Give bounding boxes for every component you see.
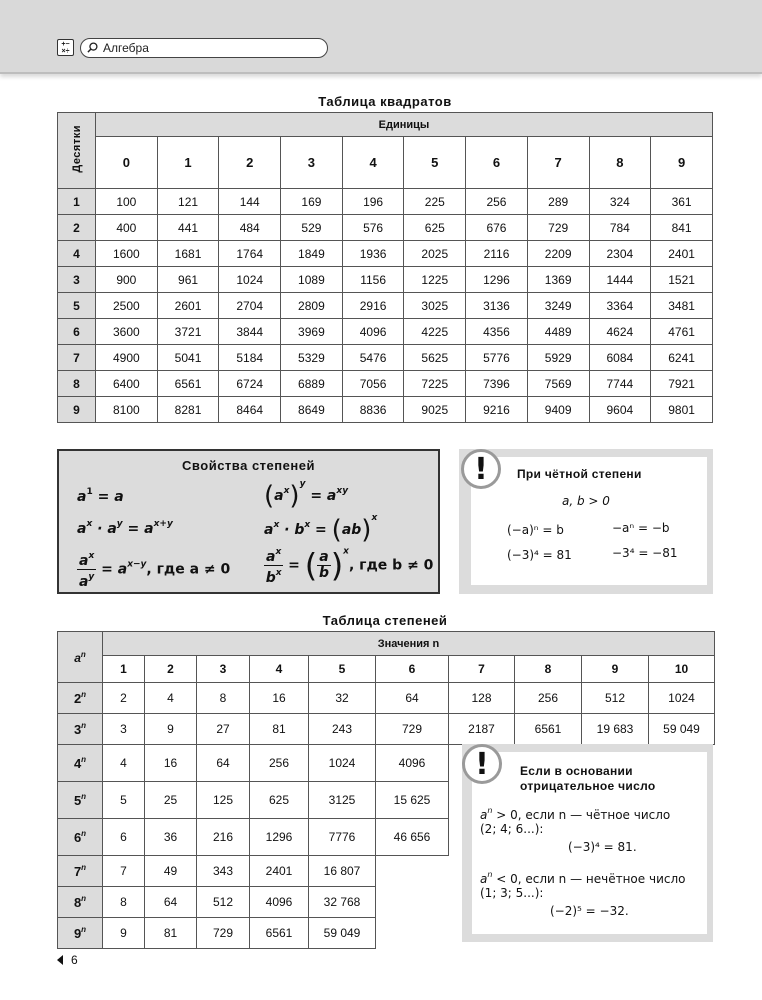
square-value: 3969 <box>281 319 343 345</box>
square-value: 841 <box>651 215 713 241</box>
power-value: 1024 <box>649 683 715 714</box>
squares-table <box>57 112 713 423</box>
square-value: 2500 <box>96 293 158 319</box>
exponent-header: 2 <box>145 656 197 683</box>
power-value: 9 <box>103 918 145 949</box>
power-base: 4$^n$ <box>58 745 103 782</box>
table-row <box>58 683 715 714</box>
square-value: 289 <box>527 189 589 215</box>
power-value: 16 <box>250 683 309 714</box>
power-base: 2$^n$ <box>58 683 103 714</box>
square-value: 729 <box>527 215 589 241</box>
square-value: 3364 <box>589 293 651 319</box>
square-value: 2401 <box>651 241 713 267</box>
square-value: 8464 <box>219 397 281 423</box>
power-value: 512 <box>197 887 250 918</box>
even-power-f4: −3⁴ = −81 <box>612 546 678 560</box>
square-value: 6400 <box>96 371 158 397</box>
power-base: 6$^n$ <box>58 819 103 856</box>
square-value: 3249 <box>527 293 589 319</box>
exponent-header: 10 <box>649 656 715 683</box>
square-value: 5929 <box>527 345 589 371</box>
table-row <box>58 397 713 423</box>
search-box[interactable] <box>80 38 328 58</box>
tens-digit: 5 <box>58 293 96 319</box>
square-value: 9801 <box>651 397 713 423</box>
square-value: 2304 <box>589 241 651 267</box>
even-power-box <box>459 449 713 594</box>
exponent-header: 1 <box>103 656 145 683</box>
power-value: 4096 <box>250 887 309 918</box>
square-value: 484 <box>219 215 281 241</box>
negative-base-ex2: (−2)⁵ = −32. <box>550 904 629 918</box>
power-value: 128 <box>449 683 515 714</box>
square-value: 6241 <box>651 345 713 371</box>
square-value: 144 <box>219 189 281 215</box>
power-value: 64 <box>197 745 250 782</box>
tens-digit: 4 <box>58 241 96 267</box>
even-power-title: При чётной степени <box>517 467 642 481</box>
square-value: 6561 <box>157 371 219 397</box>
power-value: 729 <box>197 918 250 949</box>
row-header-cell <box>58 113 96 189</box>
power-value: 2401 <box>250 856 309 887</box>
power-value: 19 683 <box>582 714 649 745</box>
negative-base-p2: $a^n < 0$, если n — нечётное число <box>480 870 686 886</box>
prev-page-icon[interactable] <box>57 955 63 965</box>
table-row <box>58 215 713 241</box>
square-value: 1444 <box>589 267 651 293</box>
negative-base-title-1: Если в основании <box>520 764 633 778</box>
power-value: 59 049 <box>309 918 376 949</box>
square-value: 1936 <box>342 241 404 267</box>
search-text: Алгебра <box>103 41 149 55</box>
power-value: 6561 <box>250 918 309 949</box>
negative-base-p1-l2: (2; 4; 6...): <box>480 822 544 836</box>
tens-digit: 2 <box>58 215 96 241</box>
square-value: 4096 <box>342 319 404 345</box>
table-row <box>58 267 713 293</box>
power-value: 1024 <box>309 745 376 782</box>
square-value: 4624 <box>589 319 651 345</box>
power-value: 32 768 <box>309 887 376 918</box>
square-value: 576 <box>342 215 404 241</box>
power-value: 343 <box>197 856 250 887</box>
power-value: 32 <box>309 683 376 714</box>
square-value: 7225 <box>404 371 466 397</box>
power-value: 81 <box>145 918 197 949</box>
power-value: 81 <box>250 714 309 745</box>
square-value: 1296 <box>466 267 528 293</box>
square-value: 3136 <box>466 293 528 319</box>
square-value: 8281 <box>157 397 219 423</box>
square-value: 7056 <box>342 371 404 397</box>
formula-quotient-same-base: $\frac{a^x}{a^y}$ = $a^{x-y}$, где a ≠ 0 <box>78 551 231 590</box>
power-value: 6 <box>103 819 145 856</box>
table-row <box>58 345 713 371</box>
power-base: 7$^n$ <box>58 856 103 887</box>
empty-cell <box>376 887 449 918</box>
units-digit: 2 <box>219 137 281 189</box>
square-value: 5041 <box>157 345 219 371</box>
square-value: 7921 <box>651 371 713 397</box>
power-base: 5$^n$ <box>58 782 103 819</box>
power-value: 6561 <box>515 714 582 745</box>
power-value: 4 <box>145 683 197 714</box>
units-digit: 1 <box>157 137 219 189</box>
formula-a1: $a^1 = a$ <box>77 487 124 505</box>
even-power-f3: (−3)⁴ = 81 <box>507 548 572 562</box>
exponent-header: 5 <box>309 656 376 683</box>
units-header: Единицы <box>96 113 713 137</box>
square-value: 2601 <box>157 293 219 319</box>
units-digit: 8 <box>589 137 651 189</box>
square-value: 441 <box>157 215 219 241</box>
square-value: 4900 <box>96 345 158 371</box>
square-value: 5184 <box>219 345 281 371</box>
units-digit: 4 <box>342 137 404 189</box>
square-value: 3481 <box>651 293 713 319</box>
power-value: 16 <box>145 745 197 782</box>
square-value: 1681 <box>157 241 219 267</box>
even-power-f2: −aⁿ = −b <box>612 521 670 535</box>
square-value: 5329 <box>281 345 343 371</box>
exponent-header: 6 <box>376 656 449 683</box>
power-properties-box <box>57 449 440 594</box>
exponent-header: 9 <box>582 656 649 683</box>
square-value: 3721 <box>157 319 219 345</box>
tens-digit: 3 <box>58 267 96 293</box>
power-base: 9$^n$ <box>58 918 103 949</box>
units-digit: 6 <box>466 137 528 189</box>
power-value: 256 <box>250 745 309 782</box>
square-value: 7569 <box>527 371 589 397</box>
table-row <box>58 293 713 319</box>
power-value: 512 <box>582 683 649 714</box>
square-value: 1764 <box>219 241 281 267</box>
empty-cell <box>376 918 449 949</box>
tens-digit: 6 <box>58 319 96 345</box>
exclamation-icon: ! <box>462 744 502 784</box>
square-value: 3025 <box>404 293 466 319</box>
square-value: 1600 <box>96 241 158 267</box>
power-value: 243 <box>309 714 376 745</box>
power-value: 7776 <box>309 819 376 856</box>
square-value: 2116 <box>466 241 528 267</box>
power-value: 2187 <box>449 714 515 745</box>
power-base: 3$^n$ <box>58 714 103 745</box>
square-value: 121 <box>157 189 219 215</box>
square-value: 2916 <box>342 293 404 319</box>
squares-title: Таблица квадратов <box>318 94 452 109</box>
values-header: Значения n <box>103 632 715 656</box>
exponent-header: 4 <box>250 656 309 683</box>
formula-quotient-same-exp: $\frac{a^x}{b^x}$ = ( $\frac{a}{b}$ )$^x$, где b ≠ 0 <box>265 546 434 586</box>
units-digit: 9 <box>651 137 713 189</box>
power-base: 8$^n$ <box>58 887 103 918</box>
square-value: 225 <box>404 189 466 215</box>
power-value: 49 <box>145 856 197 887</box>
where-a-condition: , где a ≠ 0 <box>146 561 231 578</box>
even-power-condition: a, b > 0 <box>562 494 610 508</box>
powers-title: Таблица степеней <box>322 613 448 628</box>
table-row <box>58 319 713 345</box>
where-b-condition: , где b ≠ 0 <box>348 557 434 574</box>
even-power-f1: (−a)ⁿ = b <box>507 523 564 537</box>
search-icon <box>87 42 98 53</box>
square-value: 6084 <box>589 345 651 371</box>
power-value: 216 <box>197 819 250 856</box>
exponent-header: 8 <box>515 656 582 683</box>
power-value: 9 <box>145 714 197 745</box>
power-value: 15 625 <box>376 782 449 819</box>
square-value: 196 <box>342 189 404 215</box>
exponent-header: 3 <box>197 656 250 683</box>
units-digit: 0 <box>96 137 158 189</box>
square-value: 4356 <box>466 319 528 345</box>
square-value: 1369 <box>527 267 589 293</box>
square-value: 1521 <box>651 267 713 293</box>
power-value: 256 <box>515 683 582 714</box>
square-value: 5625 <box>404 345 466 371</box>
square-value: 8649 <box>281 397 343 423</box>
tens-digit: 8 <box>58 371 96 397</box>
table-row <box>58 371 713 397</box>
exponent-header: 7 <box>449 656 515 683</box>
square-value: 1156 <box>342 267 404 293</box>
square-value: 4761 <box>651 319 713 345</box>
square-value: 4489 <box>527 319 589 345</box>
power-value: 64 <box>145 887 197 918</box>
square-value: 8836 <box>342 397 404 423</box>
square-value: 2025 <box>404 241 466 267</box>
square-value: 1225 <box>404 267 466 293</box>
power-value: 3125 <box>309 782 376 819</box>
square-value: 400 <box>96 215 158 241</box>
square-value: 8100 <box>96 397 158 423</box>
square-value: 9409 <box>527 397 589 423</box>
square-value: 7744 <box>589 371 651 397</box>
negative-base-ex1: (−3)⁴ = 81. <box>568 840 637 854</box>
power-value: 8 <box>197 683 250 714</box>
square-value: 9604 <box>589 397 651 423</box>
calculator-icon[interactable]: +− ×÷ <box>57 39 74 56</box>
table-row <box>58 189 713 215</box>
square-value: 5476 <box>342 345 404 371</box>
empty-cell <box>376 856 449 887</box>
units-digit: 7 <box>527 137 589 189</box>
square-value: 784 <box>589 215 651 241</box>
corner-cell: $a^n$ <box>58 632 103 683</box>
formula-product-same-base: $a^x \cdot a^y = a^{x+y}$ <box>77 519 173 537</box>
square-value: 961 <box>157 267 219 293</box>
square-value: 1849 <box>281 241 343 267</box>
square-value: 900 <box>96 267 158 293</box>
power-value: 4096 <box>376 745 449 782</box>
power-value: 4 <box>103 745 145 782</box>
square-value: 1089 <box>281 267 343 293</box>
square-value: 625 <box>404 215 466 241</box>
square-value: 169 <box>281 189 343 215</box>
negative-base-box <box>462 744 713 942</box>
table-row <box>58 714 715 745</box>
table-row <box>58 241 713 267</box>
square-value: 9025 <box>404 397 466 423</box>
power-value: 59 049 <box>649 714 715 745</box>
square-value: 9216 <box>466 397 528 423</box>
square-value: 100 <box>96 189 158 215</box>
power-value: 46 656 <box>376 819 449 856</box>
power-value: 5 <box>103 782 145 819</box>
exclamation-icon: ! <box>461 449 501 489</box>
square-value: 529 <box>281 215 343 241</box>
square-value: 6889 <box>281 371 343 397</box>
tens-digit: 1 <box>58 189 96 215</box>
power-value: 64 <box>376 683 449 714</box>
formula-product-same-exp: $a^x \cdot b^x = (ab)^x$ <box>264 513 378 545</box>
tens-digit: 7 <box>58 345 96 371</box>
top-bar <box>0 0 762 74</box>
square-value: 6724 <box>219 371 281 397</box>
square-value: 3844 <box>219 319 281 345</box>
square-value: 2209 <box>527 241 589 267</box>
square-value: 7396 <box>466 371 528 397</box>
square-value: 1024 <box>219 267 281 293</box>
properties-title: Свойства степеней <box>182 458 315 473</box>
units-digit: 3 <box>281 137 343 189</box>
square-value: 2809 <box>281 293 343 319</box>
negative-base-p2-l2: (1; 3; 5...): <box>480 886 544 900</box>
square-value: 2704 <box>219 293 281 319</box>
page-number: 6 <box>57 953 78 967</box>
power-value: 7 <box>103 856 145 887</box>
formula-power-of-power: $(a^x)^y = a^{xy}$ <box>264 479 349 511</box>
square-value: 3600 <box>96 319 158 345</box>
tens-digit: 9 <box>58 397 96 423</box>
power-value: 2 <box>103 683 145 714</box>
square-value: 361 <box>651 189 713 215</box>
power-value: 729 <box>376 714 449 745</box>
power-value: 3 <box>103 714 145 745</box>
power-value: 125 <box>197 782 250 819</box>
units-digit: 5 <box>404 137 466 189</box>
tens-header: Десятки <box>70 125 83 173</box>
square-value: 4225 <box>404 319 466 345</box>
square-value: 5776 <box>466 345 528 371</box>
square-value: 676 <box>466 215 528 241</box>
square-value: 324 <box>589 189 651 215</box>
power-value: 36 <box>145 819 197 856</box>
power-value: 16 807 <box>309 856 376 887</box>
square-value: 256 <box>466 189 528 215</box>
power-value: 625 <box>250 782 309 819</box>
power-value: 27 <box>197 714 250 745</box>
negative-base-title-2: отрицательное число <box>520 779 656 793</box>
power-value: 25 <box>145 782 197 819</box>
power-value: 1296 <box>250 819 309 856</box>
negative-base-p1: $a^n > 0$, если n — чётное число <box>480 806 671 822</box>
power-value: 8 <box>103 887 145 918</box>
